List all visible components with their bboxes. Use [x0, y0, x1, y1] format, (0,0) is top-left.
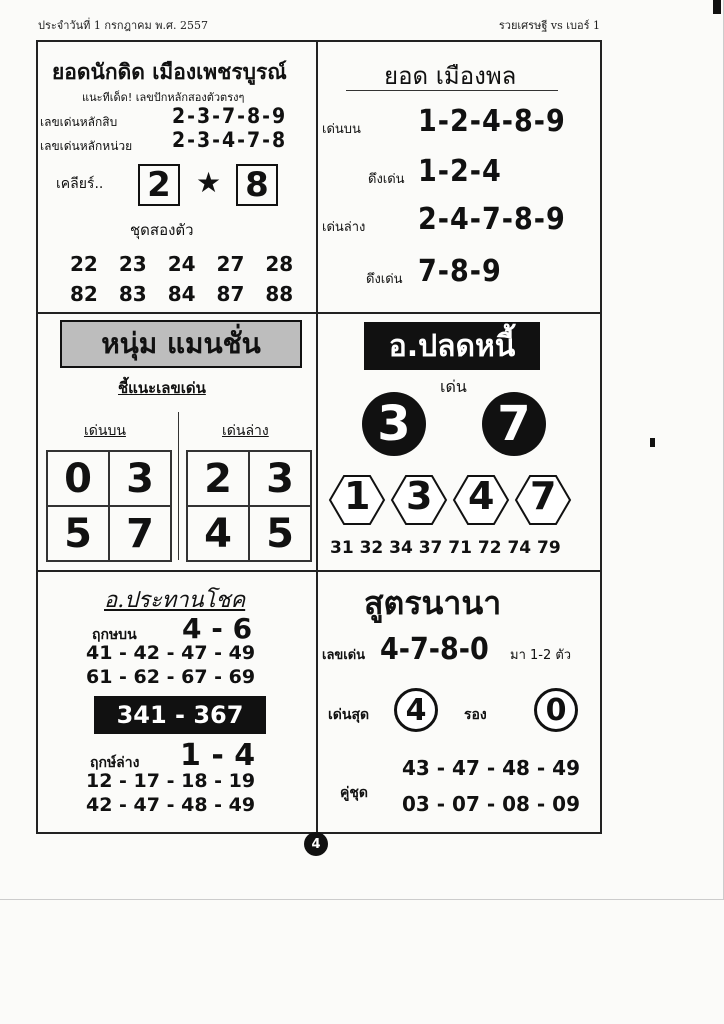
panel2-bottom-pull-value: 7-8-9: [418, 254, 502, 289]
page-number: 4: [304, 832, 328, 856]
panel3-title: หนุ่ม แมนชั่น: [60, 320, 302, 368]
panel2-top-label: เด่นบน: [322, 122, 361, 137]
panel4-subtitle: เด่น: [440, 377, 467, 396]
panel5-top-row2: 61 - 62 - 67 - 69: [86, 666, 256, 688]
panel6-second-label: รอง: [464, 707, 487, 723]
pair-number: 82: [70, 282, 98, 306]
panel6-best-label: เด่นสุด: [328, 707, 370, 723]
panel1-subtitle: แนะทีเด็ด! เลขปักหลักสองตัวตรงๆ: [82, 91, 245, 104]
grid-digit: 7: [109, 506, 171, 561]
grid-digit: 2: [187, 451, 249, 506]
panel6-best-value: 4: [394, 688, 438, 732]
pair-number: 83: [118, 282, 147, 306]
panel5-bottom-row2: 42 - 47 - 48 - 49: [86, 794, 256, 816]
panel4-title: อ.ปลดหนี้: [364, 322, 540, 370]
big-digit-circle: 7: [482, 392, 546, 456]
panel5-top-row1: 41 - 42 - 47 - 49: [86, 642, 256, 664]
pair-number: 88: [265, 282, 294, 306]
panel1-set-label: ชุดสองตัว: [130, 221, 194, 239]
header-publication: รวยเศรษฐี vs เบอร์ 1: [498, 19, 600, 32]
pair-number: 84: [167, 282, 196, 306]
panel5-bottom-value: 1 - 4: [180, 738, 256, 773]
panel4-pairs: 31 32 34 37 71 72 74 79: [330, 538, 561, 558]
panel2-title: ยอด เมืองพล: [384, 62, 517, 90]
panel5-bottom-label: ฤกษ์ล่าง: [90, 755, 140, 771]
panel6-pair-row1: 43 - 47 - 48 - 49: [402, 756, 581, 780]
panel1-tens-label: เลขเด่นหลักสิบ: [40, 115, 118, 129]
panel6-pair-row2: 03 - 07 - 08 - 09: [402, 792, 581, 816]
panel1-title: ยอดนักดิด เมืองเพชรบูรณ์: [52, 60, 287, 84]
panel1-units-label: เลขเด่นหลักหน่วย: [40, 139, 133, 153]
panel6-lead-suffix: มา 1-2 ตัว: [510, 648, 572, 663]
panel1-clear-b: 8: [236, 164, 278, 206]
panel2-top-pull-label: ดึงเด่น: [368, 172, 405, 187]
pair-number: 24: [167, 252, 196, 276]
panel3-top-label: เด่นบน: [84, 423, 126, 439]
grid-digit: 5: [249, 506, 311, 561]
grid-digit: 3: [249, 451, 311, 506]
panel2-bottom-label: เด่นล่าง: [322, 220, 366, 235]
hex-digit: 1: [344, 474, 371, 518]
hex-digit: 4: [468, 474, 495, 518]
panel5-banner: 341 - 367: [94, 696, 266, 734]
panel2-top-value: 1-2-4-8-9: [418, 104, 566, 139]
panel5-top-value: 4 - 6: [182, 612, 253, 645]
grid-digit: 3: [109, 451, 171, 506]
grid-digit: 0: [47, 451, 109, 506]
pair-number: 28: [265, 252, 294, 276]
panel6-lead-value: 4-7-8-0: [380, 632, 489, 667]
big-digit-circle: 3: [362, 392, 426, 456]
panel6-pair-label: คู่ชุด: [340, 785, 368, 801]
panel2-bottom-pull-label: ดึงเด่น: [366, 272, 403, 287]
panel5-title: อ.ประทานโชค: [104, 588, 246, 613]
panel1-clear-a: 2: [138, 164, 180, 206]
panel3-subtitle: ชี้แนะเลขเด่น: [118, 379, 206, 397]
hex-digit: 7: [530, 474, 557, 518]
panel2-top-pull-value: 1-2-4: [418, 154, 502, 189]
panel1-tens-value: 2-3-7-8-9: [172, 104, 288, 128]
panel5-top-label: ฤกษบน: [92, 627, 137, 643]
pair-number: 22: [70, 252, 98, 276]
pair-number: 23: [118, 252, 147, 276]
pair-number: 27: [216, 252, 245, 276]
grid-digit: 5: [47, 506, 109, 561]
header-date: ประจำวันที่ 1 กรกฎาคม พ.ศ. 2557: [38, 19, 208, 32]
grid-digit: 4: [187, 506, 249, 561]
panel5-bottom-row1: 12 - 17 - 18 - 19: [86, 770, 256, 792]
panel1-units-value: 2-3-4-7-8: [172, 128, 288, 152]
panel1-clear-label: เคลียร์..: [56, 176, 104, 192]
hex-digit: 3: [406, 474, 433, 518]
panel6-second-value: 0: [534, 688, 578, 732]
panel6-lead-label: เลขเด่น: [322, 648, 366, 663]
panel2-bottom-value: 2-4-7-8-9: [418, 202, 566, 237]
pair-number: 87: [216, 282, 245, 306]
star-icon: ★: [196, 166, 222, 199]
panel3-bottom-label: เด่นล่าง: [222, 423, 269, 439]
panel6-title: สูตรนานา: [364, 584, 502, 622]
